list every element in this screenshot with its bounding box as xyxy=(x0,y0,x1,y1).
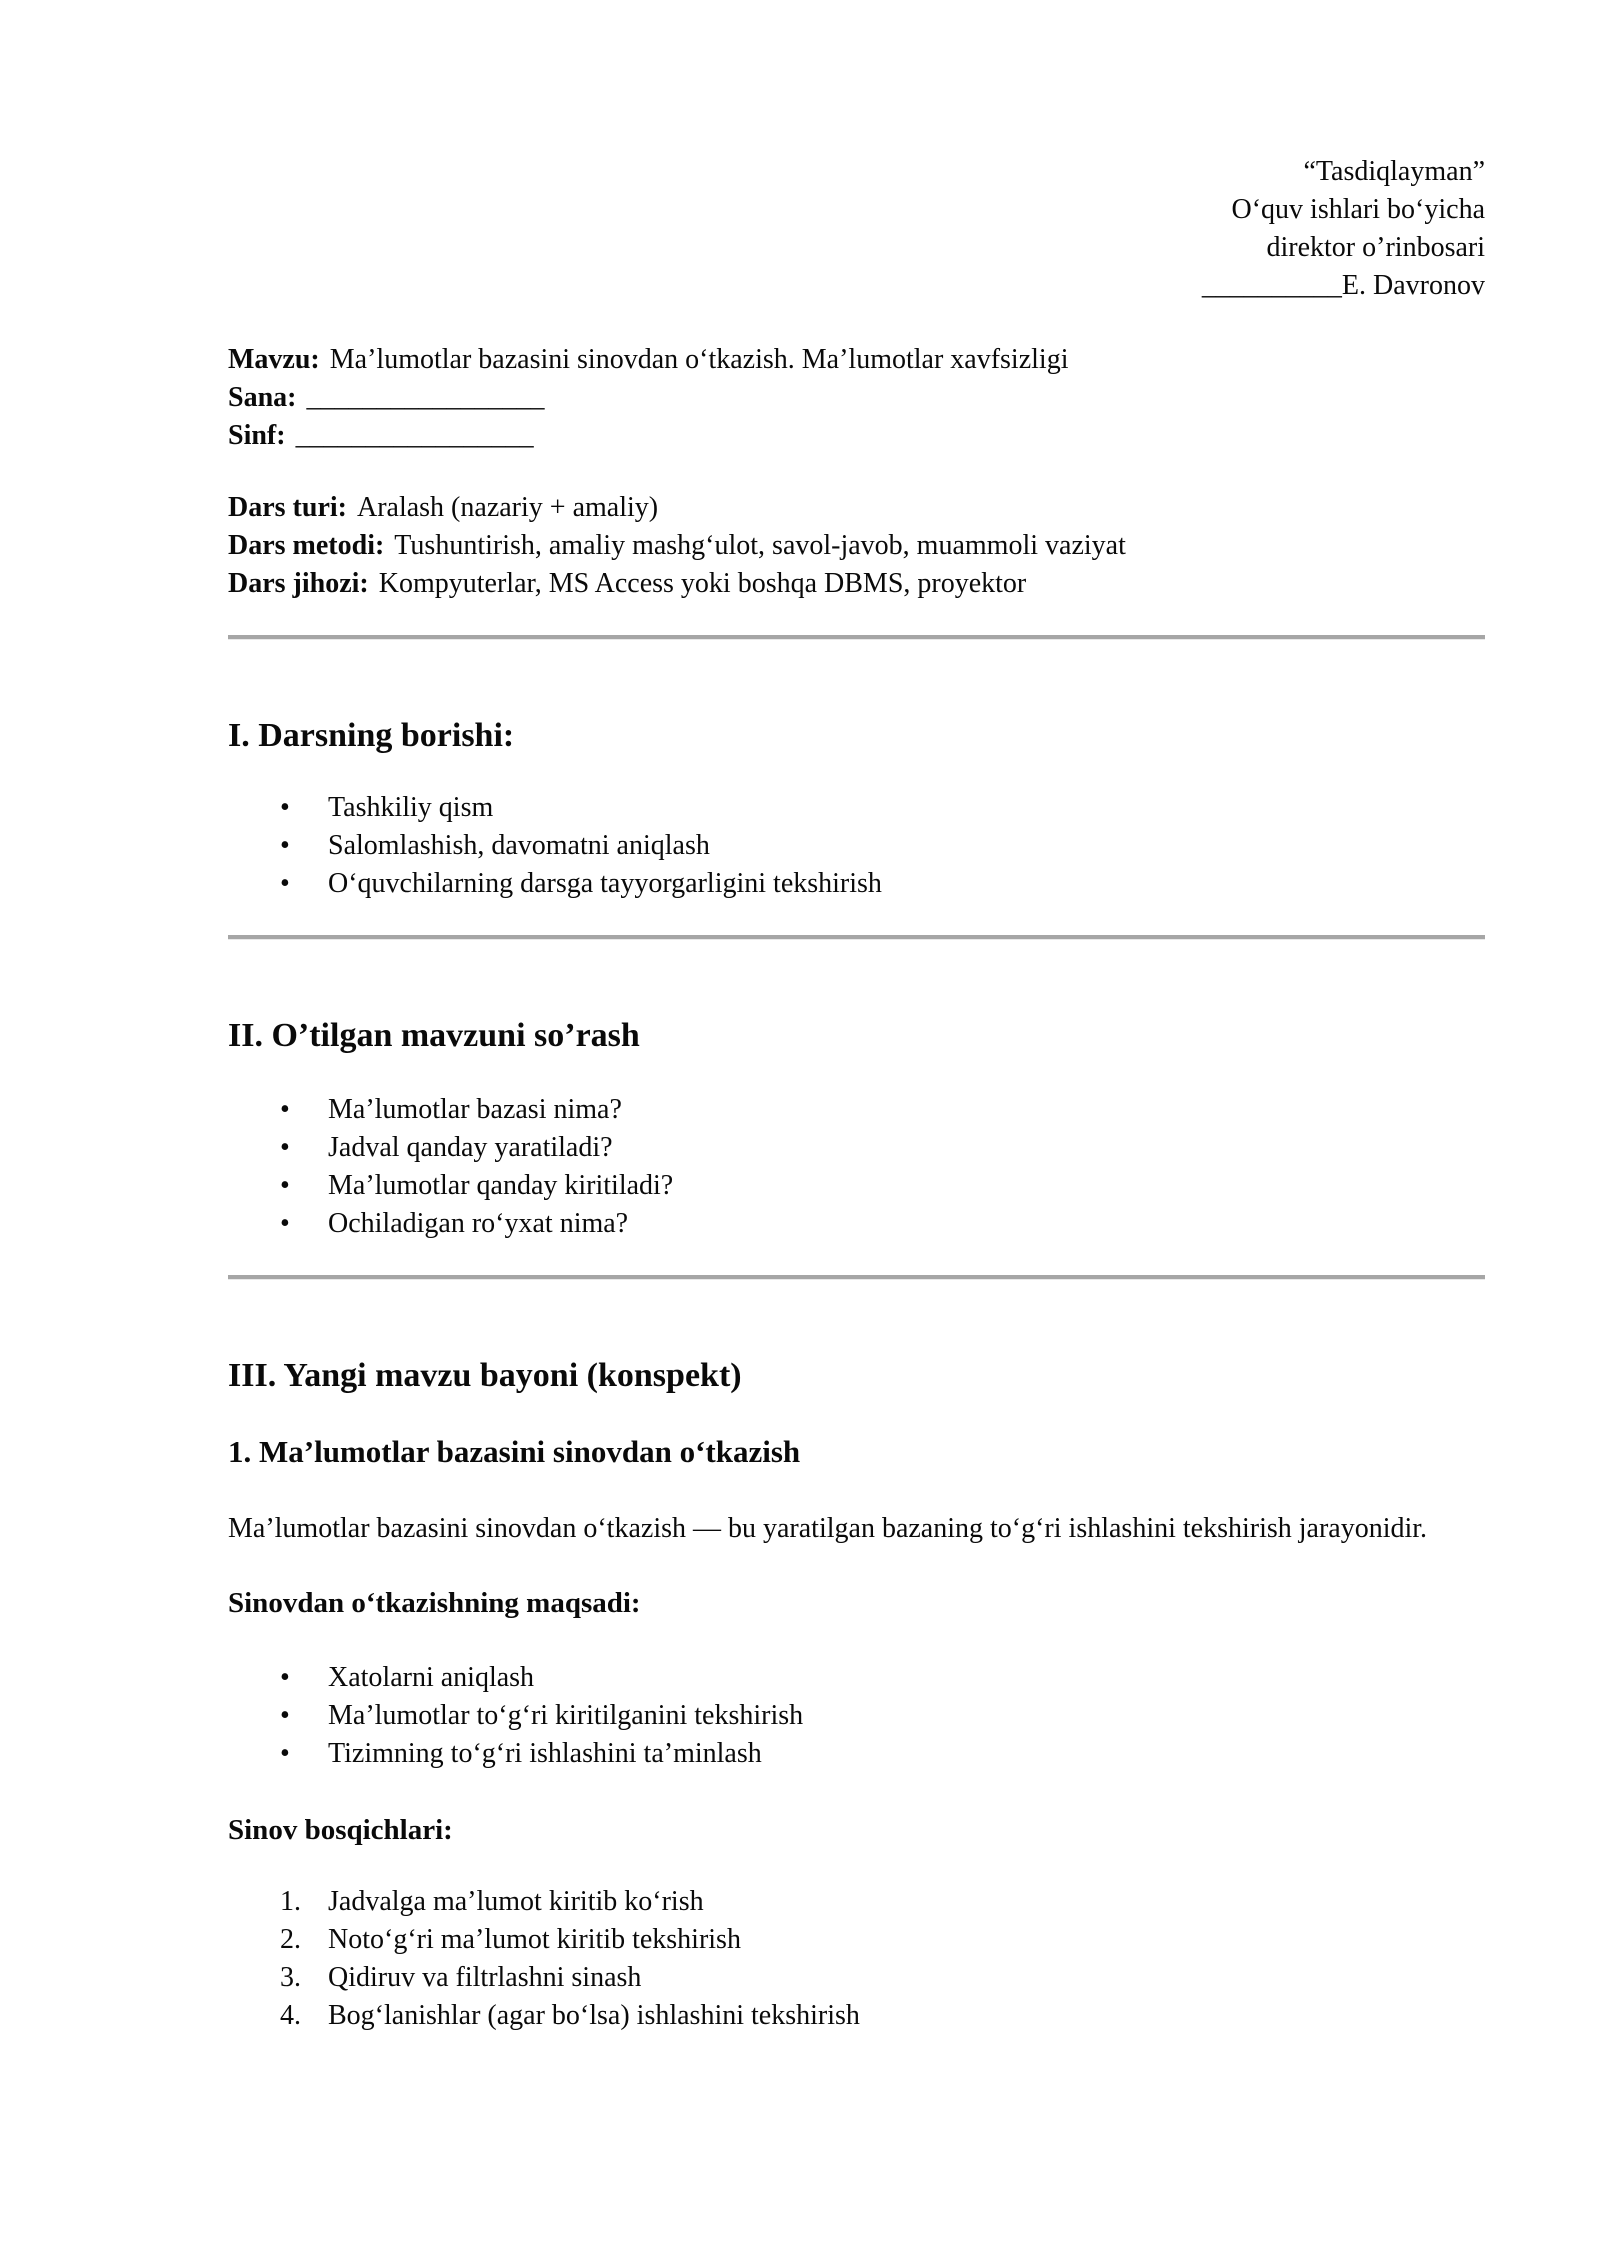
goals-bullet-list xyxy=(228,1659,1485,1773)
sana-label: Sana: xyxy=(228,382,297,413)
list-number: 1. xyxy=(280,1886,301,1917)
dars-jihozi-row xyxy=(228,565,1485,603)
numbered-list-item xyxy=(228,1997,1485,2035)
mavzu-label: Mavzu: xyxy=(228,344,320,375)
list-item xyxy=(228,1167,1485,1205)
list-item-text: Ma’lumotlar to‘g‘ri kiritilganini tekshirish xyxy=(328,1700,804,1731)
list-number: 2. xyxy=(280,1924,301,1955)
dars-metodi-label: Dars metodi: xyxy=(228,530,385,561)
approval-line-quote: “Tasdiqlayman” xyxy=(1303,156,1485,187)
list-item xyxy=(228,1091,1485,1129)
list-item-text: Xatolarni aniqlash xyxy=(328,1662,535,1693)
dars-turi-row xyxy=(228,489,1485,527)
goals-title: Sinovdan o‘tkazishning maqsadi: xyxy=(228,1587,641,1619)
list-item-text: Jadvalga ma’lumot kiritib ko‘rish xyxy=(328,1886,704,1917)
list-item-text: Salomlashish, davomatni aniqlash xyxy=(328,830,710,861)
dars-turi-label: Dars turi: xyxy=(228,492,347,523)
list-item-text: Noto‘g‘ri ma’lumot kiritib tekshirish xyxy=(328,1924,741,1955)
approval-block xyxy=(228,153,1485,305)
list-number: 4. xyxy=(280,2000,301,2031)
list-item-text: Bog‘lanishlar (agar bo‘lsa) ishlashini tekshirish xyxy=(328,2000,860,2031)
list-item xyxy=(228,1735,1485,1773)
lesson-meta-block xyxy=(228,341,1485,455)
list-item-text: Ma’lumotlar bazasi nima? xyxy=(328,1094,622,1125)
bullet-icon: • xyxy=(280,1170,290,1201)
bullet-icon: • xyxy=(280,830,290,861)
bullet-icon: • xyxy=(280,1700,290,1731)
section-2-title: II. O’tilgan mavzuni so’rash xyxy=(228,1017,640,1054)
mavzu-value: Ma’lumotlar bazasini sinovdan o‘tkazish. Ma’lumotlar xavfsizligi xyxy=(329,344,1069,375)
section-3-subtitle: 1. Ma’lumotlar bazasini sinovdan o‘tkazish xyxy=(228,1434,801,1469)
section-divider-3 xyxy=(228,1275,1485,1280)
sana-row xyxy=(228,379,1485,417)
list-item xyxy=(228,1659,1485,1697)
list-item-text: Qidiruv va filtrlashni sinash xyxy=(328,1962,642,1993)
section-divider-1 xyxy=(228,635,1485,640)
bullet-icon: • xyxy=(280,868,290,899)
list-number: 3. xyxy=(280,1962,301,1993)
numbered-list-item xyxy=(228,1883,1485,1921)
mavzu-row xyxy=(228,341,1485,379)
sinf-label: Sinf: xyxy=(228,420,286,451)
approval-signature-line: __________E. Davronov xyxy=(1201,270,1485,301)
section-3-paragraph: Ma’lumotlar bazasini sinovdan o‘tkazish — bu yaratilgan bazaning to‘g‘ri ishlashini tekshirish jarayonidir. xyxy=(228,1513,1428,1544)
list-item xyxy=(228,789,1485,827)
list-item-text: Tashkiliy qism xyxy=(328,792,494,823)
dars-jihozi-value: Kompyuterlar, MS Access yoki boshqa DBMS, proyektor xyxy=(378,568,1027,599)
dars-metodi-value: Tushuntirish, amaliy mashg‘ulot, savol-javob, muammoli vaziyat xyxy=(394,530,1126,561)
steps-numbered-list xyxy=(228,1883,1485,2035)
list-item xyxy=(228,1129,1485,1167)
list-item-text: Ma’lumotlar qanday kiritiladi? xyxy=(328,1170,674,1201)
lesson-details-block xyxy=(228,489,1485,603)
section-3-title: III. Yangi mavzu bayoni (konspekt) xyxy=(228,1357,742,1394)
approval-line-role-1: O‘quv ishlari bo‘yicha xyxy=(1231,194,1485,225)
bullet-icon: • xyxy=(280,1662,290,1693)
bullet-icon: • xyxy=(280,1738,290,1769)
dars-turi-value: Aralash (nazariy + amaliy) xyxy=(356,492,659,523)
approval-line-role-2: direktor o’rinbosari xyxy=(1266,232,1485,263)
bullet-icon: • xyxy=(280,1094,290,1125)
list-item xyxy=(228,827,1485,865)
list-item-text: Ochiladigan ro‘yxat nima? xyxy=(328,1208,629,1239)
section-1-bullet-list xyxy=(228,789,1485,903)
steps-title: Sinov bosqichlari: xyxy=(228,1814,453,1846)
numbered-list-item xyxy=(228,1921,1485,1959)
sinf-blank-line: _________________ xyxy=(295,420,534,451)
section-1-title: I. Darsning borishi: xyxy=(228,717,515,754)
dars-metodi-row xyxy=(228,527,1485,565)
section-2-bullet-list xyxy=(228,1091,1485,1243)
list-item-text: Jadval qanday yaratiladi? xyxy=(328,1132,613,1163)
numbered-list-item xyxy=(228,1959,1485,1997)
list-item xyxy=(228,1205,1485,1243)
bullet-icon: • xyxy=(280,1132,290,1163)
list-item xyxy=(228,1697,1485,1735)
bullet-icon: • xyxy=(280,792,290,823)
sinf-row xyxy=(228,417,1485,455)
list-item-text: O‘quvchilarning darsga tayyorgarligini tekshirish xyxy=(328,868,882,899)
dars-jihozi-label: Dars jihozi: xyxy=(228,568,369,599)
sana-blank-line: _________________ xyxy=(306,382,545,413)
list-item xyxy=(228,865,1485,903)
bullet-icon: • xyxy=(280,1208,290,1239)
list-item-text: Tizimning to‘g‘ri ishlashini ta’minlash xyxy=(328,1738,762,1769)
section-divider-2 xyxy=(228,935,1485,940)
